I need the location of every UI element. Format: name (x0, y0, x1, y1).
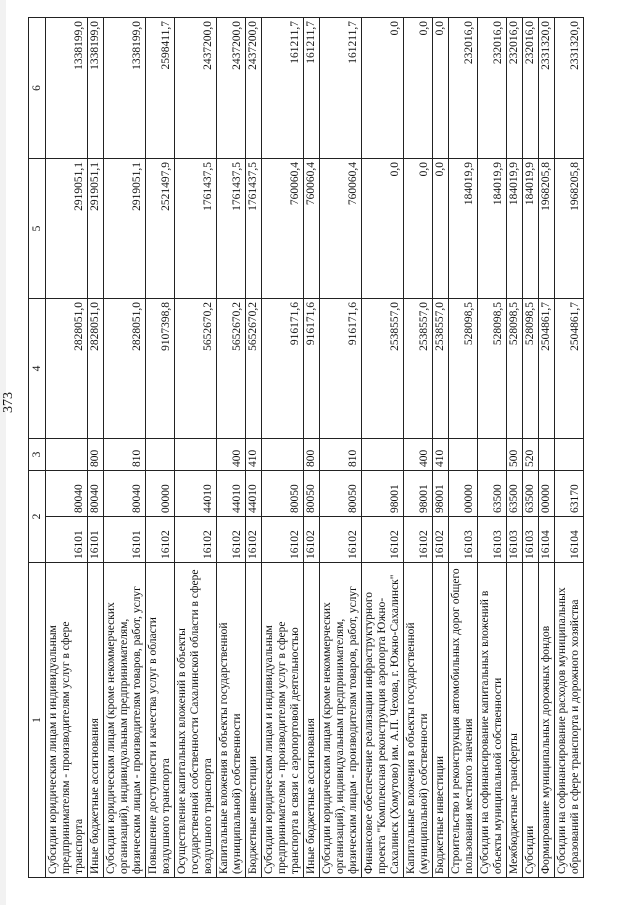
row-value-col5: 2521497,9 (146, 159, 175, 299)
row-value-col4: 2538557,0 (362, 299, 404, 439)
row-description: Бюджетные инвестиции (433, 563, 449, 878)
column-header: 3 (29, 439, 46, 471)
row-description: Субсидии (523, 563, 539, 878)
row-value-col6: 161211,7 (320, 18, 362, 159)
row-value-col5: 760060,4 (262, 159, 304, 299)
table-row (433, 18, 449, 878)
row-code-direction: 00000 (146, 471, 175, 517)
row-code-expense-type: 810 (320, 439, 362, 471)
table-row (449, 18, 478, 878)
row-code-direction: 44010 (175, 471, 217, 517)
row-code-program: 16103 (449, 517, 478, 563)
row-value-col5: 184019,9 (449, 159, 478, 299)
row-value-col5: 760060,4 (304, 159, 320, 299)
row-code-direction: 80040 (104, 471, 146, 517)
table-row (539, 18, 555, 878)
row-code-expense-type: 400 (404, 439, 433, 471)
row-description: Субсидии юридическим лицам (кроме некоммерческих организаций), индивидуальным предпринимателям, физическим лицам - производителям товаров, работ, услуг (104, 563, 146, 878)
row-value-col6: 232016,0 (523, 18, 539, 159)
row-value-col4: 9107398,8 (146, 299, 175, 439)
row-code-expense-type (539, 439, 555, 471)
row-description: Строительство и реконструкция автомобильных дорог общего пользования местного значения (449, 563, 478, 878)
table-row (362, 18, 404, 878)
row-description: Бюджетные инвестиции (246, 563, 262, 878)
row-value-col4: 5652670,2 (175, 299, 217, 439)
row-code-direction: 00000 (449, 471, 478, 517)
row-code-program: 16102 (175, 517, 217, 563)
row-value-col5: 0,0 (433, 159, 449, 299)
row-code-program: 16102 (320, 517, 362, 563)
row-value-col6: 1338199,0 (104, 18, 146, 159)
row-value-col6: 232016,0 (449, 18, 478, 159)
row-code-expense-type (362, 439, 404, 471)
row-value-col6: 161211,7 (262, 18, 304, 159)
row-value-col5: 1968205,8 (539, 159, 555, 299)
row-code-program: 16102 (217, 517, 246, 563)
row-value-col5: 184019,9 (523, 159, 539, 299)
row-code-direction: 44010 (246, 471, 262, 517)
row-description: Субсидии юридическим лицам и индивидуальным предпринимателям - производителям услуг в сфере транспорта (46, 563, 88, 878)
table-row (555, 18, 584, 878)
row-code-program: 16101 (104, 517, 146, 563)
row-value-col6: 1338199,0 (46, 18, 88, 159)
row-description: Финансовое обеспечение реализации инфраструктурного проекта "Комплексная реконструкция аэропорта Южно-Сахалинск (Хомутово) им. А.П. Чехова, г. Южно-Сахалинск" (362, 563, 404, 878)
row-code-direction: 63500 (507, 471, 523, 517)
row-value-col4: 528098,5 (449, 299, 478, 439)
row-value-col6: 0,0 (362, 18, 404, 159)
row-value-col6: 2598411,7 (146, 18, 175, 159)
table-row (246, 18, 262, 878)
row-code-direction: 63170 (555, 471, 584, 517)
row-value-col6: 2437200,0 (217, 18, 246, 159)
row-code-program: 16103 (478, 517, 507, 563)
row-description: Повышение доступности и качества услуг в области воздушного транспорта (146, 563, 175, 878)
row-code-expense-type: 500 (507, 439, 523, 471)
column-header: 2 (29, 471, 46, 563)
row-code-program: 16103 (507, 517, 523, 563)
row-value-col6: 161211,7 (304, 18, 320, 159)
row-code-program: 16102 (304, 517, 320, 563)
row-value-col5: 760060,4 (320, 159, 362, 299)
row-code-program: 16102 (362, 517, 404, 563)
row-value-col4: 5652670,2 (217, 299, 246, 439)
row-code-expense-type (555, 439, 584, 471)
row-value-col6: 2437200,0 (246, 18, 262, 159)
table-row (320, 18, 362, 878)
table-row (304, 18, 320, 878)
row-value-col4: 916171,6 (304, 299, 320, 439)
row-description: Субсидии юридическим лицам и индивидуальным предпринимателям - производителям услуг в сфере транспорта в связи с аэропортовой деятельностью (262, 563, 304, 878)
row-code-direction: 63500 (478, 471, 507, 517)
header-row (29, 18, 46, 878)
budget-table (28, 17, 584, 878)
table-row (104, 18, 146, 878)
row-description: Субсидии на софинансирование расходов муниципальных образований в сфере транспорта и дорожного хозяйства (555, 563, 584, 878)
row-code-direction: 98001 (362, 471, 404, 517)
table-row (146, 18, 175, 878)
row-code-direction: 98001 (404, 471, 433, 517)
row-description: Субсидии юридическим лицам (кроме некоммерческих организаций), индивидуальным предпринимателям, физическим лицам - производителям товаров, работ, услуг (320, 563, 362, 878)
scan-edge-shadow (0, 0, 6, 905)
row-value-col4: 528098,5 (507, 299, 523, 439)
row-code-expense-type (146, 439, 175, 471)
row-code-program: 16101 (88, 517, 104, 563)
table-row (478, 18, 507, 878)
row-code-direction: 80040 (88, 471, 104, 517)
row-value-col4: 2828051,0 (104, 299, 146, 439)
row-value-col5: 1761437,5 (175, 159, 217, 299)
column-header: 1 (29, 563, 46, 878)
row-value-col5: 2919051,1 (88, 159, 104, 299)
row-code-program: 16102 (246, 517, 262, 563)
row-code-expense-type (478, 439, 507, 471)
table-row (523, 18, 539, 878)
table-row (262, 18, 304, 878)
row-value-col4: 528098,5 (478, 299, 507, 439)
row-code-program: 16104 (539, 517, 555, 563)
row-value-col4: 2538557,0 (433, 299, 449, 439)
row-code-expense-type: 800 (88, 439, 104, 471)
row-value-col5: 184019,9 (507, 159, 523, 299)
table-row (88, 18, 104, 878)
row-value-col4: 2828051,0 (46, 299, 88, 439)
page-number: 373 (1, 392, 16, 413)
row-value-col5: 1761437,5 (217, 159, 246, 299)
table-row (507, 18, 523, 878)
row-code-program: 16102 (146, 517, 175, 563)
row-value-col6: 0,0 (404, 18, 433, 159)
row-code-program: 16104 (555, 517, 584, 563)
row-code-expense-type: 410 (246, 439, 262, 471)
row-description: Субсидии на софинансирование капитальных вложений в объекты муниципальной собственности (478, 563, 507, 878)
row-code-expense-type (175, 439, 217, 471)
row-value-col5: 0,0 (362, 159, 404, 299)
row-description: Иные бюджетные ассигнования (304, 563, 320, 878)
row-value-col6: 232016,0 (478, 18, 507, 159)
row-code-program: 16102 (262, 517, 304, 563)
row-code-expense-type: 410 (433, 439, 449, 471)
column-header: 6 (29, 18, 46, 159)
row-value-col5: 0,0 (404, 159, 433, 299)
row-description: Капитальные вложения в объекты государственной (муниципальной) собственности (404, 563, 433, 878)
row-code-direction: 80050 (304, 471, 320, 517)
row-code-direction: 98001 (433, 471, 449, 517)
row-description: Иные бюджетные ассигнования (88, 563, 104, 878)
row-code-program: 16101 (46, 517, 88, 563)
row-value-col6: 2331320,0 (539, 18, 555, 159)
row-value-col6: 1338199,0 (88, 18, 104, 159)
row-value-col4: 5652670,2 (246, 299, 262, 439)
row-code-direction: 80040 (46, 471, 88, 517)
row-code-expense-type (449, 439, 478, 471)
table-row (404, 18, 433, 878)
table-row (46, 18, 88, 878)
row-description: Осуществление капитальных вложений в объекты государственной собственности Сахалинской области в сфере воздушного транспорта (175, 563, 217, 878)
row-code-direction: 63500 (523, 471, 539, 517)
row-code-program: 16103 (523, 517, 539, 563)
row-code-direction: 80050 (262, 471, 304, 517)
row-value-col6: 2331320,0 (555, 18, 584, 159)
row-value-col5: 1761437,5 (246, 159, 262, 299)
row-code-expense-type (262, 439, 304, 471)
row-value-col6: 232016,0 (507, 18, 523, 159)
row-value-col6: 0,0 (433, 18, 449, 159)
row-code-program: 16102 (433, 517, 449, 563)
column-header: 5 (29, 159, 46, 299)
row-value-col5: 184019,9 (478, 159, 507, 299)
row-description: Формирование муниципальных дорожных фондов (539, 563, 555, 878)
table-row (217, 18, 246, 878)
row-value-col5: 2919051,1 (104, 159, 146, 299)
rotated-content (1, 18, 613, 878)
row-value-col5: 2919051,1 (46, 159, 88, 299)
row-code-expense-type: 400 (217, 439, 246, 471)
row-value-col4: 2504861,7 (539, 299, 555, 439)
row-code-direction: 80050 (320, 471, 362, 517)
row-code-program: 16102 (404, 517, 433, 563)
row-code-expense-type: 800 (304, 439, 320, 471)
row-value-col6: 2437200,0 (175, 18, 217, 159)
row-code-direction: 00000 (539, 471, 555, 517)
row-code-expense-type: 520 (523, 439, 539, 471)
row-value-col4: 916171,6 (320, 299, 362, 439)
table-row (175, 18, 217, 878)
column-header: 4 (29, 299, 46, 439)
row-value-col4: 916171,6 (262, 299, 304, 439)
row-value-col4: 2828051,0 (88, 299, 104, 439)
row-description: Межбюджетные трансферты (507, 563, 523, 878)
row-code-expense-type (46, 439, 88, 471)
row-value-col4: 2504861,7 (555, 299, 584, 439)
row-value-col5: 1968205,8 (555, 159, 584, 299)
row-description: Капитальные вложения в объекты государственной (муниципальной) собственности (217, 563, 246, 878)
row-code-expense-type: 810 (104, 439, 146, 471)
row-value-col4: 528098,5 (523, 299, 539, 439)
row-code-direction: 44010 (217, 471, 246, 517)
row-value-col4: 2538557,0 (404, 299, 433, 439)
